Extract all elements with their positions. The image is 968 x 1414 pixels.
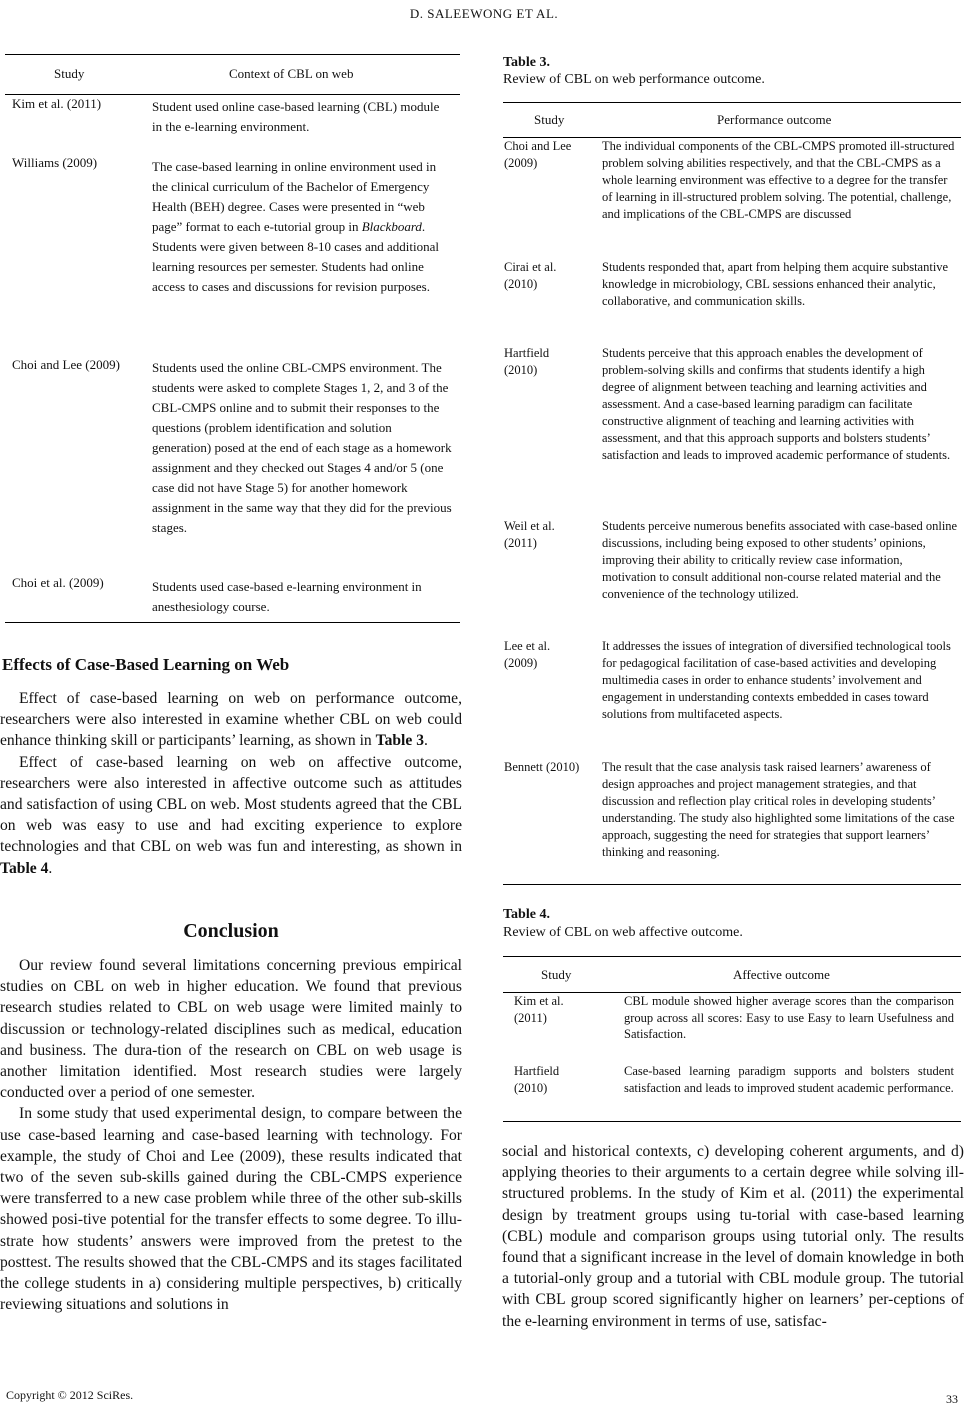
section-heading-effects: Effects of Case-Based Learning on Web — [2, 655, 290, 674]
table3-row-outcome: It addresses the issues of integration of diversified technological tools for pedagogical facilitation of case-based activities and developing multimedia cases in order to enhance students’ involvement and engagement in understanding contexts embedded in cases toward solutions from multifaceted aspects. — [602, 639, 951, 721]
table1-row-context: Student used online case-based learning (CBL) module in the e-learning environment. — [152, 99, 440, 134]
table4-top-rule — [503, 956, 961, 957]
table3-caption: Review of CBL on web performance outcome. — [503, 72, 765, 87]
table4-header-outcome: Affective outcome — [733, 967, 830, 982]
table3-row-study: Bennett (2010) — [504, 760, 580, 774]
section-heading-conclusion: Conclusion — [183, 920, 279, 942]
paragraph — [0, 688, 462, 752]
table3-row-outcome: Students perceive numerous benefits associated with case-based online discussions, including being exposed to other students’ opinions, improving their ability to critically review case information, motivation to consult additional non-course related material and the convenience of the technology utilized. — [602, 519, 958, 601]
table-reference: Table 4 — [0, 859, 49, 877]
table1-header-context: Context of CBL on web — [229, 66, 354, 81]
table3-row-study: Weil et al. (2011) — [504, 519, 555, 550]
table1-row-study: Williams (2009) — [12, 155, 98, 170]
table3-top-rule — [503, 102, 961, 103]
table4-row-outcome: CBL module showed higher average scores than the comparison group across all scores: Easy to use Easy to learn Usefulness and Satisfaction. — [624, 994, 954, 1041]
table4-row-outcome: Case-based learning paradigm supports and bolsters student satisfaction and leads to improved student academic performance. — [624, 1064, 954, 1095]
paragraph: In some study that used experimental design, to compare between the use case-based learning and case-based learning with technology. For example, the study of Choi and Lee (2009), these results indicated that two of the seven sub-skills gained during the CBL-CMPS experience were transferred to a new case problem while three of the other sub-skills showed posi-tive potential for the transfer effects to some degree. To illu-strate how students’ answers were improved from the pretest to the posttest. The results showed that the CBL-CMPS and its stages facilitated the college students in a) considering multiple perspectives, b) critically reviewing situations and solutions in — [0, 1105, 462, 1314]
table3-header-outcome: Performance outcome — [717, 112, 832, 127]
table3-row-outcome: The result that the case analysis task raised learners’ awareness of design approaches and project management strategies, and that discussion and reflection play critical roles in developing students’ understanding. The study also highlighted some limitations of the case approach, suggesting the need for strategies that support learners’ thinking and reasoning. — [602, 760, 955, 859]
paragraph-text: . — [424, 732, 428, 750]
table3-label: Table 3. — [503, 55, 550, 70]
table1-row-study: Choi et al. (2009) — [12, 575, 104, 590]
paragraph-text: Effect of case-based learning on web on performance outcome, researchers were also interested in examine whether CBL on web could enhance thinking skill or participants’ learning, as shown in — [0, 690, 462, 750]
table3-row-outcome: Students perceive that this approach enables the development of problem-solving skills and confirms that students identify a high degree of alignment between teaching and learning activities and assessment. And a case-based learning paradigm can facilitate constructive alignment of teaching and learning activities with assessment, and that this approach supports and bolsters students’ satisfaction and leads to improved academic performance of students. — [602, 346, 951, 462]
table1-context-text: . — [421, 219, 426, 234]
paragraph: Our review found several limitations concerning previous empirical studies on CBL on web in higher education. We found that previous research studies related to CBL on web usage were limited mainly to discussion or technology-related disciplines such as medical, education and business. The dura-tion of the research on CBL on web usage is another limitation identified. Most research studies were largely conducted over a period of one semester. — [0, 957, 462, 1102]
paragraph-text: Effect of case-based learning on web on affective outcome, researchers were also interested in affective outcome such as attitudes and satisfaction of using CBL on web. Most students agreed that the CBL on web was easy to use and had exciting experience to explore technologies and that CBL on web was fun and interesting, as shown in — [0, 753, 462, 856]
table1-context-text: The case-based learning in online environment used in the clinical curriculum of the Bachelor of Emergency Health (BEH) degree. Cases were presented in “web page” format to each e-tutorial group in — [152, 159, 437, 234]
table4-row-study: Hartfield (2010) — [514, 1064, 560, 1095]
conclusion-body — [0, 955, 462, 1315]
table3-row-study: Choi and Lee (2009) — [504, 139, 572, 170]
table-reference: Table 3 — [375, 732, 424, 750]
paragraph-text: . — [48, 859, 53, 877]
table1-context-text: Students were given between 8-10 cases and additional learning resources per semester. Students had online access to cases and discussions for revision purposes. — [152, 239, 439, 294]
table4-bottom-rule — [503, 1121, 961, 1122]
table4-label: Table 4. — [503, 907, 550, 922]
table1-top-rule — [5, 54, 460, 55]
table1-bottom-rule — [5, 622, 460, 623]
running-head: D. SALEEWONG ET AL. — [409, 6, 559, 21]
table3-row-outcome: Students responded that, apart from helping them acquire substantive knowledge in microbiology, CBL sessions enhanced their analytic, collaborative, and communication skills. — [602, 260, 949, 308]
paragraph — [0, 752, 462, 879]
page-number: 33 — [946, 1392, 958, 1406]
right-column-body: social and historical contexts, c) developing coherent arguments, and d) applying theories to their arguments to a certain degree while solving ill-structured problems. In the study of Kim et al. (2011) the experimental design by treatment groups using tu-torial with case-based learning (CBL) module and comparison groups using tutorial only. The results found that a significant increase in the level of domain knowledge in both a tutorial-only group and a tutorial with CBL module group. The tutorial with CBL group scored significantly higher on learners’ per-ceptions of the e-learning environment in terms of use, satisfac- — [502, 1143, 964, 1330]
table3-row-study: Hartfield (2010) — [504, 346, 550, 377]
table3-header-study: Study — [534, 112, 565, 127]
table4-caption: Review of CBL on web affective outcome. — [503, 925, 743, 940]
table3-row-study: Lee et al. (2009) — [504, 639, 551, 670]
table1-row-study: Kim et al. (2011) — [12, 96, 102, 111]
table1-row-context: Students used case-based e-learning environment in anesthesiology course. — [152, 579, 422, 614]
table1-header-study: Study — [54, 66, 85, 81]
footer-copyright: Copyright © 2012 SciRes. — [6, 1388, 134, 1402]
table3-bottom-rule — [503, 884, 961, 885]
table3-row-outcome: The individual components of the CBL-CMPS promoted ill-structured problem solving abilities respectively, and that the CBL-CMPS as a whole learning environment was effective to a degree for the transfer of learning in ill-structured problem solving. The potential, challenge, and implications of the CBL-CMPS are discussed — [602, 139, 955, 221]
table3-row-study: Cirai et al. (2010) — [504, 260, 557, 291]
table1-row-context — [152, 157, 452, 297]
table1-row-context: Students used the online CBL-CMPS environment. The students were asked to complete Stages 1, 2, and 3 of the CBL-CMPS online and to submit their responses to the questions (problem identification and solution generation) posed at the end of each stage as a homework assignment and they checked out Stages 4 and/or 5 (one case did not have Stage 5) for another homework assignment in the same way that they did for the previous stages. — [152, 360, 452, 535]
table4-header-study: Study — [541, 967, 572, 982]
table1-row-study: Choi and Lee (2009) — [12, 357, 120, 372]
table1-context-italic: Blackboard — [361, 219, 422, 234]
table4-row-study: Kim et al. (2011) — [514, 994, 564, 1025]
effects-body — [0, 688, 462, 879]
